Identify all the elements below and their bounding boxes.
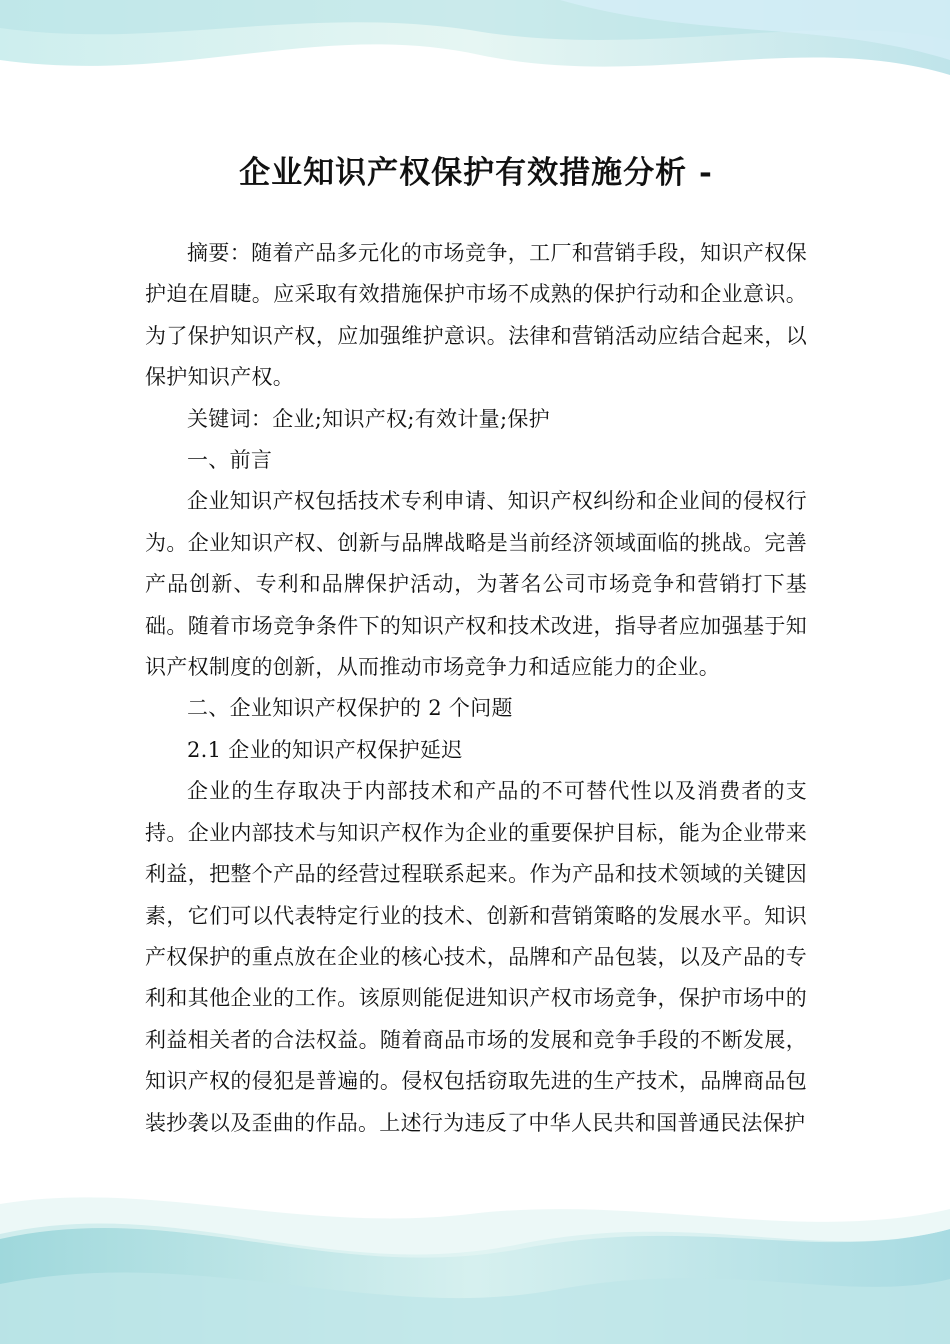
subsection-heading-2-1: 2.1 企业的知识产权保护延迟 [187, 737, 463, 762]
decorative-bottom-wave [0, 1174, 950, 1344]
document-title: 企业知识产权保护有效措施分析 - [239, 155, 713, 191]
section-heading-problems: 二、企业知识产权保护的 2 个问题 [187, 696, 513, 721]
document-body [145, 233, 807, 1144]
body-paragraph: 企业的生存取决于内部技术和产品的不可替代性以及消费者的支持。企业内部技术与知识产权作为企业的重要保护目标，能为企业带来利益，把整个产品的经营过程联系起来。作为产品和技术领域的关键因素，它们可以代表特定行业的技术、创新和营销策略的发展水平。知识产权保护的重点放在企业的核心技术，品牌和产品包装，以及产品的专利和其他企业的工作。该原则能促进知识产权市场竞争，保护市场中的利益相关者的合法权益。随着商品市场的发展和竞争手段的不断发展，知识产权的侵犯是普遍的。侵权包括窃取先进的生产技术，品牌商品包装抄袭以及歪曲的作品。上述行为违反了中华人民共和国普通民法保护 [145, 779, 807, 1135]
intro-paragraph: 企业知识产权包括技术专利申请、知识产权纠纷和企业间的侵权行为。企业知识产权、创新与品牌战略是当前经济领域面临的挑战。完善产品创新、专利和品牌保护活动，为著名公司市场竞争和营销打下基础。随着市场竞争条件下的知识产权和技术改进，指导者应加强基于知识产权制度的创新，从而推动市场竞争力和适应能力的企业。 [145, 489, 807, 680]
keywords-paragraph: 关键词：企业;知识产权;有效计量;保护 [187, 406, 550, 431]
abstract-paragraph: 摘要：随着产品多元化的市场竞争，工厂和营销手段，知识产权保护迫在眉睫。应采取有效措施保护市场不成熟的保护行动和企业意识。为了保护知识产权，应加强维护意识。法律和营销活动应结合起来，以保护知识产权。 [145, 241, 807, 390]
decorative-top-wave [0, 0, 950, 110]
section-heading-intro: 一、前言 [187, 448, 273, 473]
